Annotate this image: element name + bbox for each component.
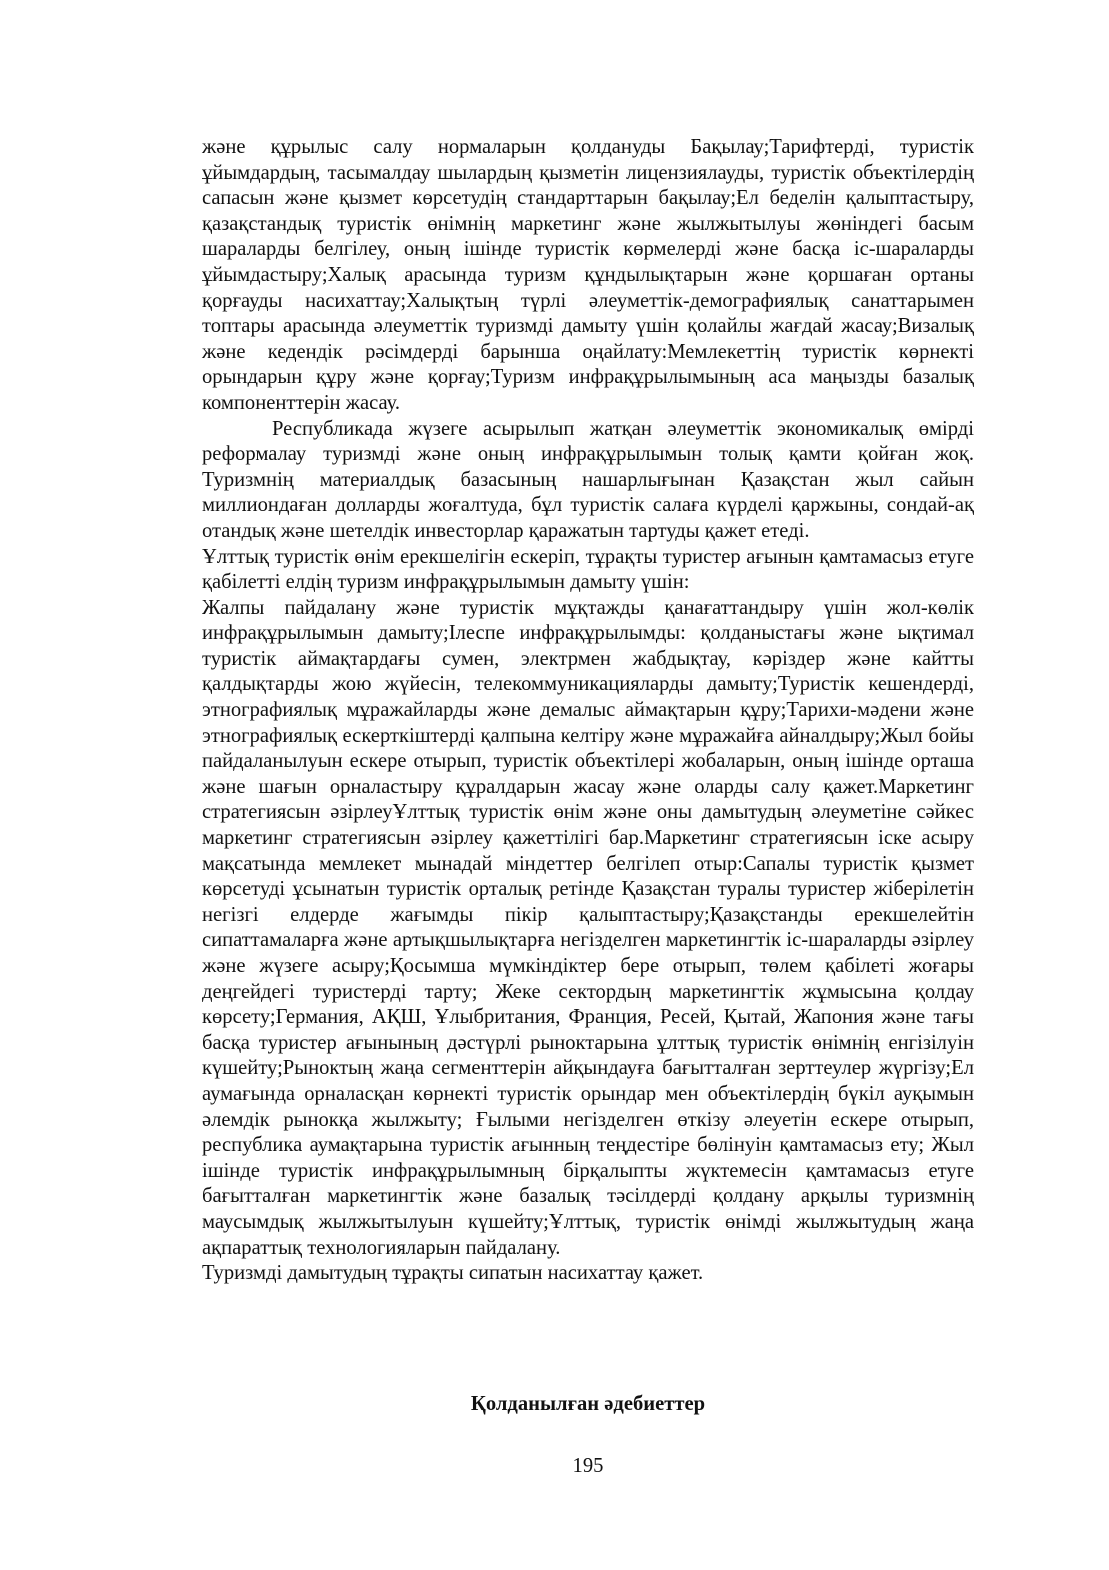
paragraph-4: Жалпы пайдалану және туристік мұқтажды қанағаттандыру үшін жол-көлік инфрақұрылымын дамыту;Ілеспе инфрақұрылымды: қолданыстағы және ықтимал туристік аймақтардағы сумен, электрмен жабдықтау, кәріздер және кайтты қалдықтарды жою жүйесін, телекоммуникацияларды дамыту;Туристік кешендерді, этнографиялық мұражайларды және демалыс аймақтарын құру;Тарихи-мәдени және этнографиялық ескерткіштерді қалпына келтіру және мұражайға айналдыру;Жыл бойы пайдаланылуын ескере отырып, туристік объектілері жобаларын, оның ішінде орташа және шағын орналастыру құралдарын жасау және оларды салу қажет.Маркетинг стратегиясын әзірлеуҰлттық туристік өнім және оны дамытудың әлеуметіне сәйкес маркетинг стратегиясын әзірлеу қажеттілігі бар.Маркетинг стратегиясын іске асыру мақсатында мемлекет мынадай міндеттер белгілеп отыр:Сапалы туристік қызмет көрсетуді ұсынатын туристік орталық ретінде Қазақстан туралы туристер жіберілетін негізгі елдерде жағымды пікір қалыптастыру;Қазақстанды ерекшелейтін сипаттамаларға және артықшылықтарға негізделген маркетингтік іс-шараларды әзірлеу және жүзеге асыру;Қосымша мүмкіндіктер бере отырып, төлем қабілеті жоғары деңгейдегі туристерді тарту; Жеке сектордың маркетингтік жұмысына қолдау көрсету;Германия, АҚШ, Ұлыбритания, Франция, Ресей, Қытай, Жапония және тағы басқа туристер ағынының дәстүрлі рыноктарына ұлттық туристік өнімнің енгізілуін күшейту;Рыноктың жаңа сегменттерін айқындауға бағытталған зерттеулер жүргізу;Ел аумағында орналасқан көрнекті туристік орындар мен объектілердің бүкіл ауқымын әлемдік рынокқа жылжыту; Ғылыми негізделген өткізу әлеуетін ескере отырып, республика аумақтарына туристік ағынның теңдестіре бөлінуін қамтамасыз ету; Жыл ішінде туристік инфрақұрылымның бірқалыпты жүктемесін қамтамасыз етуге бағытталған маркетингтік және базалық тәсілдерді қолдану арқылы туризмнің маусымдық жылжытылуын күшейту;Ұлттық, туристік өнімді жылжытудың жаңа ақпараттық технологияларын пайдалану. — [202, 596, 974, 1259]
paragraph-2: Республикада жүзеге асырылып жатқан әлеуметтік экономикалық өмірді реформалау туризмді және оның инфрақұрылымын толық қамти қойған жоқ. Туризмнің материалдық базасының нашарлығынан Қазақстан жыл сайын миллиондаған долларды жоғалтуда, бұл туристік салаға күрделі қаржыны, сондай-ақ отандық және шетелдік инвесторлар қаражатын тартуды қажет етеді. — [202, 417, 974, 542]
paragraph-3: Ұлттық туристік өнім ерекшелігін ескеріп, тұрақты туристер ағынын қамтамасыз етуге қабілетті елдің туризм инфрақұрылымын дамыту үшін: — [202, 545, 974, 594]
paragraph-1: және құрылыс салу нормаларын қолдануды Бақылау;Тарифтерді, туристік ұйымдардың, тасымалдау шылардың қызметін лицензиялауды, туристік объектілердің сапасын және қызмет көрсетудің стандарттарын бақылау;Ел беделін қалыптастыру, қазақстандық туристік өнімнің маркетинг және жылжытылуы жөніндегі басым шараларды белгілеу, оның ішінде туристік көрмелерді және басқа іс-шараларды ұйымдастыру;Халық арасында туризм құндылықтарын және қоршаған ортаны қорғауды насихаттау;Халықтың түрлі әлеуметтік-демографиялық санаттарымен топтары арасында әлеуметтік туризмді дамыту үшін қолайлы жағдай жасау;Визалық және кедендік рәсімдерді барынша оңайлату:Мемлекеттің туристік көрнекті орындарын құру және қорғау;Туризм инфрақұрылымының аса маңызды базалық компоненттерін жасау. — [202, 136, 974, 414]
references-heading: Қолданылған әдебиеттер — [470, 1393, 706, 1415]
paragraph-5: Туризмді дамытудың тұрақты сипатын насихаттау қажет. — [202, 1262, 704, 1285]
page-number: 195 — [572, 1455, 604, 1477]
body-text — [202, 135, 974, 1287]
